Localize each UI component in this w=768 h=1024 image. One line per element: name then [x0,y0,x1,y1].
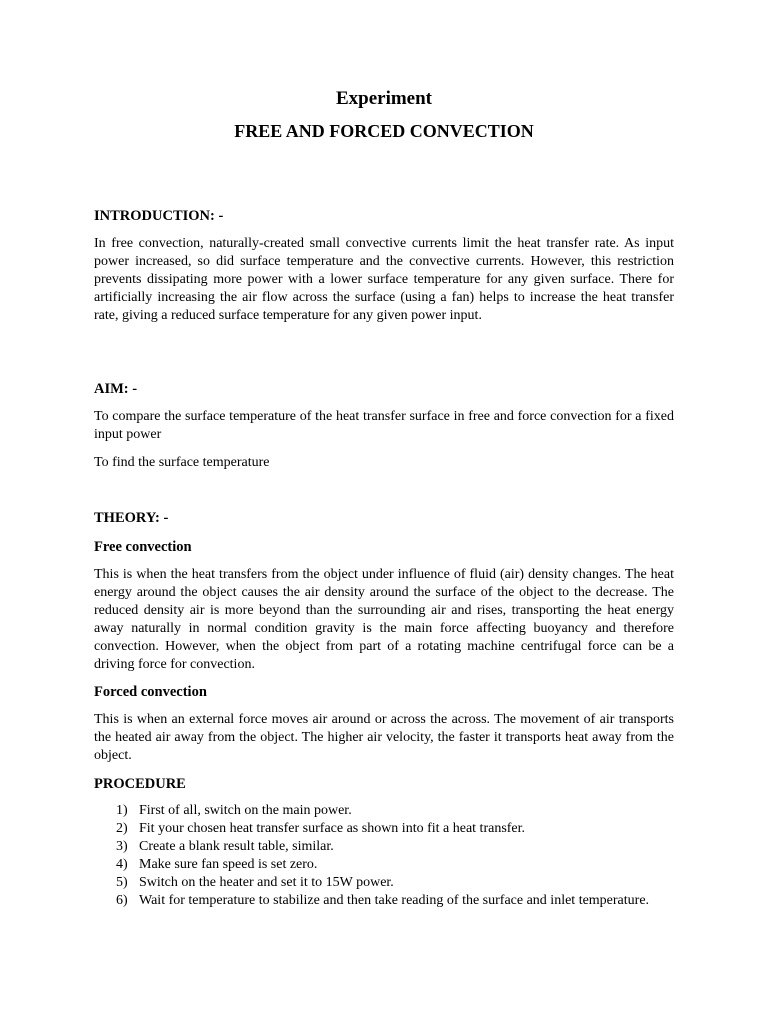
step-number: 5) [116,875,128,890]
aim-paragraph: To find the surface temperature [94,455,270,470]
document-title: Experiment [335,88,433,109]
step-number: 1) [116,803,128,818]
step-text: Switch on the heater and set it to 15W power. [139,875,394,890]
procedure-step [116,892,674,910]
forced-convection-heading: Forced convection [94,684,207,700]
free-convection-heading: Free convection [94,539,192,555]
step-text: Fit your chosen heat transfer surface as shown into fit a heat transfer. [139,821,526,836]
step-text: Wait for temperature to stabilize and then take reading of the surface and inlet temperature. [139,893,650,908]
free-convection-paragraph: This is when the heat transfers from the object under influence of fluid (air) density changes. The heat energy around the object causes the air density around the surface of the object to the decrease. The reduced density air is more beyond than the surrounding air and rises, transporting the heat energy away naturally in normal condition gravity is the main force affecting buoyancy and therefore convection. However, when the object from part of a rotating machine centrifugal force can be a driving force for convection. [94,567,674,672]
step-number: 3) [116,839,128,854]
procedure-list [116,802,674,910]
procedure-heading: PROCEDURE [94,776,186,792]
procedure-step [116,874,674,892]
step-text: Make sure fan speed is set zero. [139,857,318,872]
step-number: 4) [116,857,128,872]
procedure-step [116,802,674,820]
procedure-step [116,856,674,874]
document-subtitle: FREE AND FORCED CONVECTION [234,121,534,141]
step-number: 6) [116,893,128,908]
procedure-step [116,838,674,856]
step-text: First of all, switch on the main power. [139,803,352,818]
introduction-heading: INTRODUCTION: - [94,208,224,224]
introduction-paragraph: In free convection, naturally-created small convective currents limit the heat transfer rate. As input power increased, so did surface temperature and the convective currents. However, this restriction prevents dissipating more power with a lower surface temperature for any given surface. There for artificially increasing the air flow across the surface (using a fan) helps to increase the heat transfer rate, giving a reduced surface temperature for any given power input. [94,236,674,323]
procedure-step [116,820,674,838]
aim-heading: AIM: - [94,381,138,397]
theory-heading: THEORY: - [94,510,169,526]
aim-paragraph: To compare the surface temperature of the heat transfer surface in free and force convection for a fixed input power [94,409,674,442]
forced-convection-paragraph: This is when an external force moves air around or across the across. The movement of air transports the heated air away from the object. The higher air velocity, the faster it transports heat away from the object. [94,712,674,763]
step-text: Create a blank result table, similar. [139,839,334,854]
step-number: 2) [116,821,128,836]
